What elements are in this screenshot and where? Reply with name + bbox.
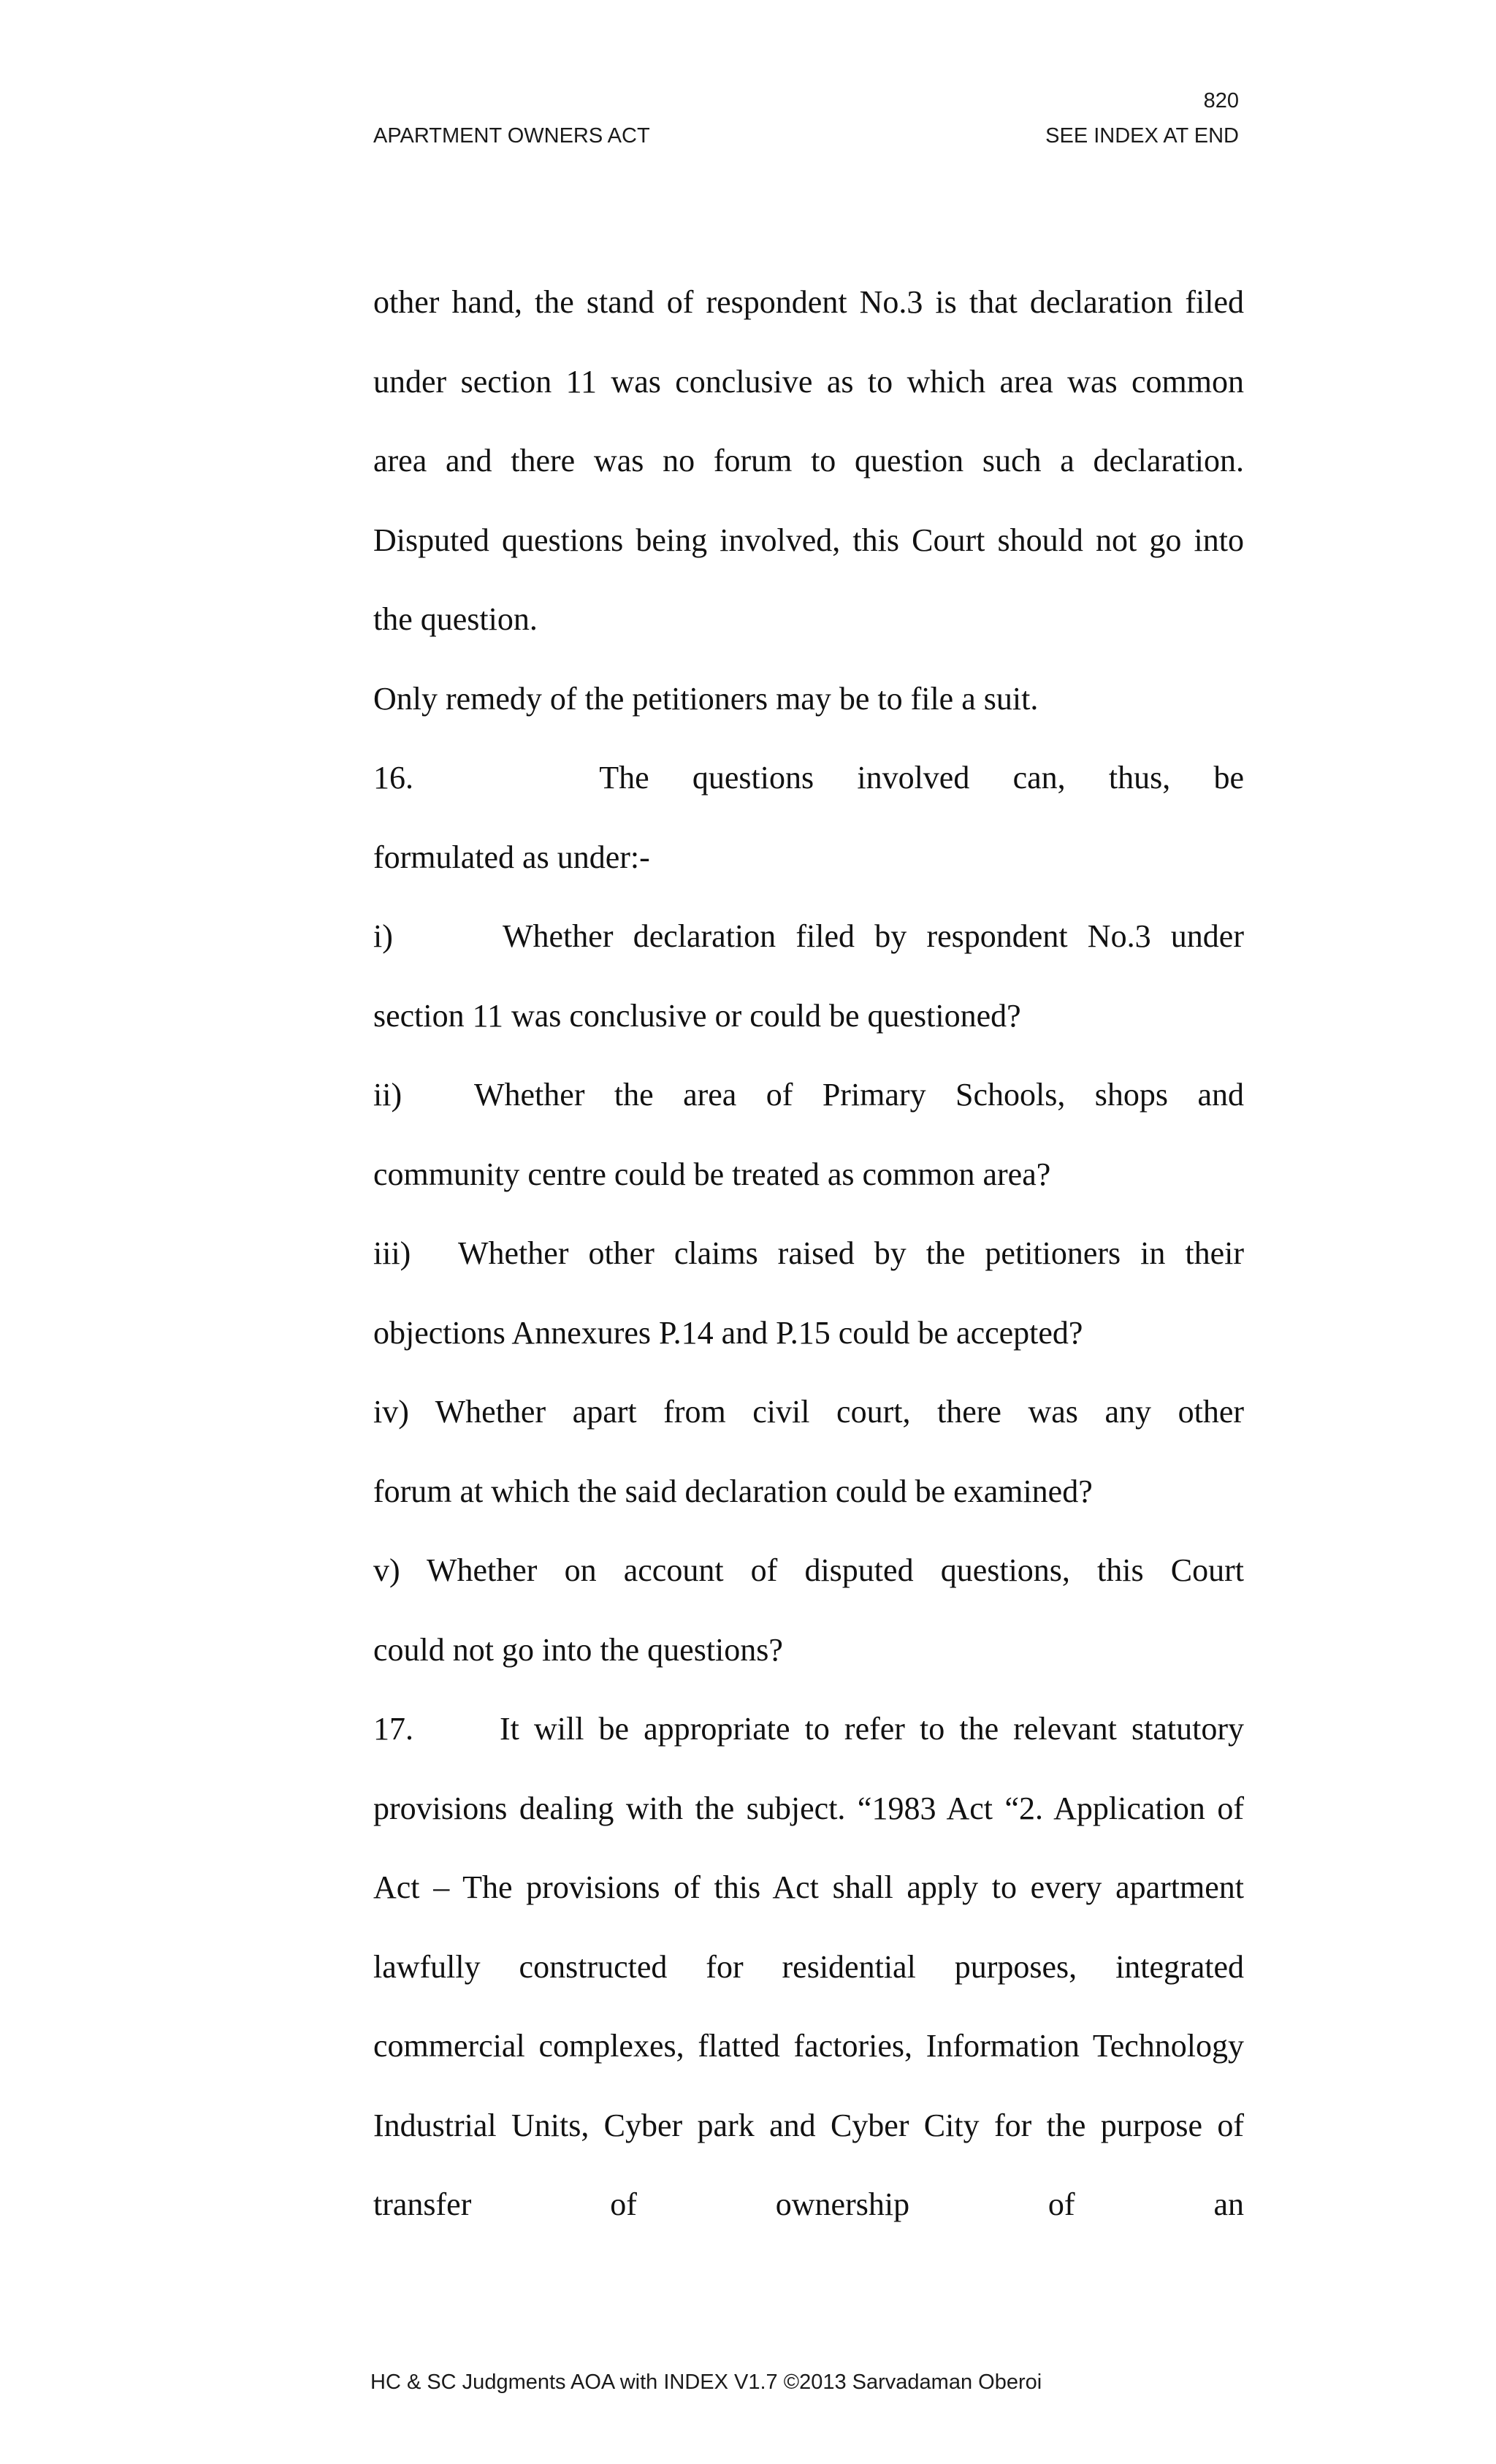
p16-word: can, — [1012, 760, 1066, 796]
running-header-index-note: SEE INDEX AT END — [1045, 124, 1239, 148]
footer-copyright: HC & SC Judgments AOA with INDEX V1.7 ©2013 Sarvadaman Oberoi — [370, 2370, 1042, 2394]
page-number: 820 — [1203, 89, 1239, 112]
question-number: iii) — [373, 1235, 411, 1271]
question-text: Whether other claims raised by the petitioners in their — [458, 1235, 1244, 1271]
running-header-title: APARTMENT OWNERS ACT — [373, 124, 650, 148]
question-iv-continuation: forum at which the said declaration could be examined? — [373, 1473, 1093, 1509]
question-iv: iv) Whether apart from civil court, there was any other — [373, 1394, 1244, 1430]
question-number: i) — [373, 918, 393, 954]
p16-word: questions — [692, 760, 814, 796]
paragraph-number-16: 16. — [373, 760, 413, 796]
p16-word: The — [599, 760, 649, 796]
question-number: ii) — [373, 1077, 402, 1113]
question-iii — [373, 1214, 1244, 1294]
paragraph-17-body: provisions dealing with the subject. “1983 Act “2. Application of Act – The provisions of this Act shall apply to every apartment lawfully constructed for residential purposes, integrated commercial complexes, flatted factories, Information Technology Industrial Units, Cyber park and Cyber City for the purpose of transfer of ownership of an — [373, 1790, 1244, 2222]
judgment-body — [373, 263, 1244, 2245]
paragraph-16-continuation: formulated as under:- — [373, 839, 650, 875]
question-ii-continuation: community centre could be treated as common area? — [373, 1156, 1051, 1192]
question-v: v) Whether on account of disputed questions, this Court — [373, 1552, 1244, 1588]
paragraph-number-17: 17. — [373, 1711, 413, 1747]
question-text: Whether the area of Primary Schools, shops and — [474, 1077, 1244, 1113]
question-i-continuation: section 11 was conclusive or could be questioned? — [373, 997, 1021, 1034]
question-v-continuation: could not go into the questions? — [373, 1631, 783, 1668]
question-ii — [373, 1056, 1244, 1135]
paragraph-remedy: Only remedy of the petitioners may be to file a suit. — [373, 680, 1039, 717]
p16-word: involved — [857, 760, 970, 796]
paragraph-17-first-line: It will be appropriate to refer to the relevant statutory — [500, 1711, 1244, 1747]
paragraph-16-heading — [373, 739, 1244, 818]
question-iii-continuation: objections Annexures P.14 and P.15 could be accepted? — [373, 1314, 1083, 1351]
paragraph-17-heading — [373, 1690, 1244, 1769]
p16-word: thus, — [1108, 760, 1171, 796]
question-i — [373, 897, 1244, 977]
p16-word: be — [1213, 760, 1244, 796]
question-text: Whether declaration filed by respondent No.3 under — [503, 918, 1244, 954]
paragraph-respondent-stand: other hand, the stand of respondent No.3 is that declaration filed under section 11 was conclusive as to which area was common area and there was no forum to question such a declaration. Disputed questions being involved, this Court should not go into the question. — [373, 284, 1244, 637]
